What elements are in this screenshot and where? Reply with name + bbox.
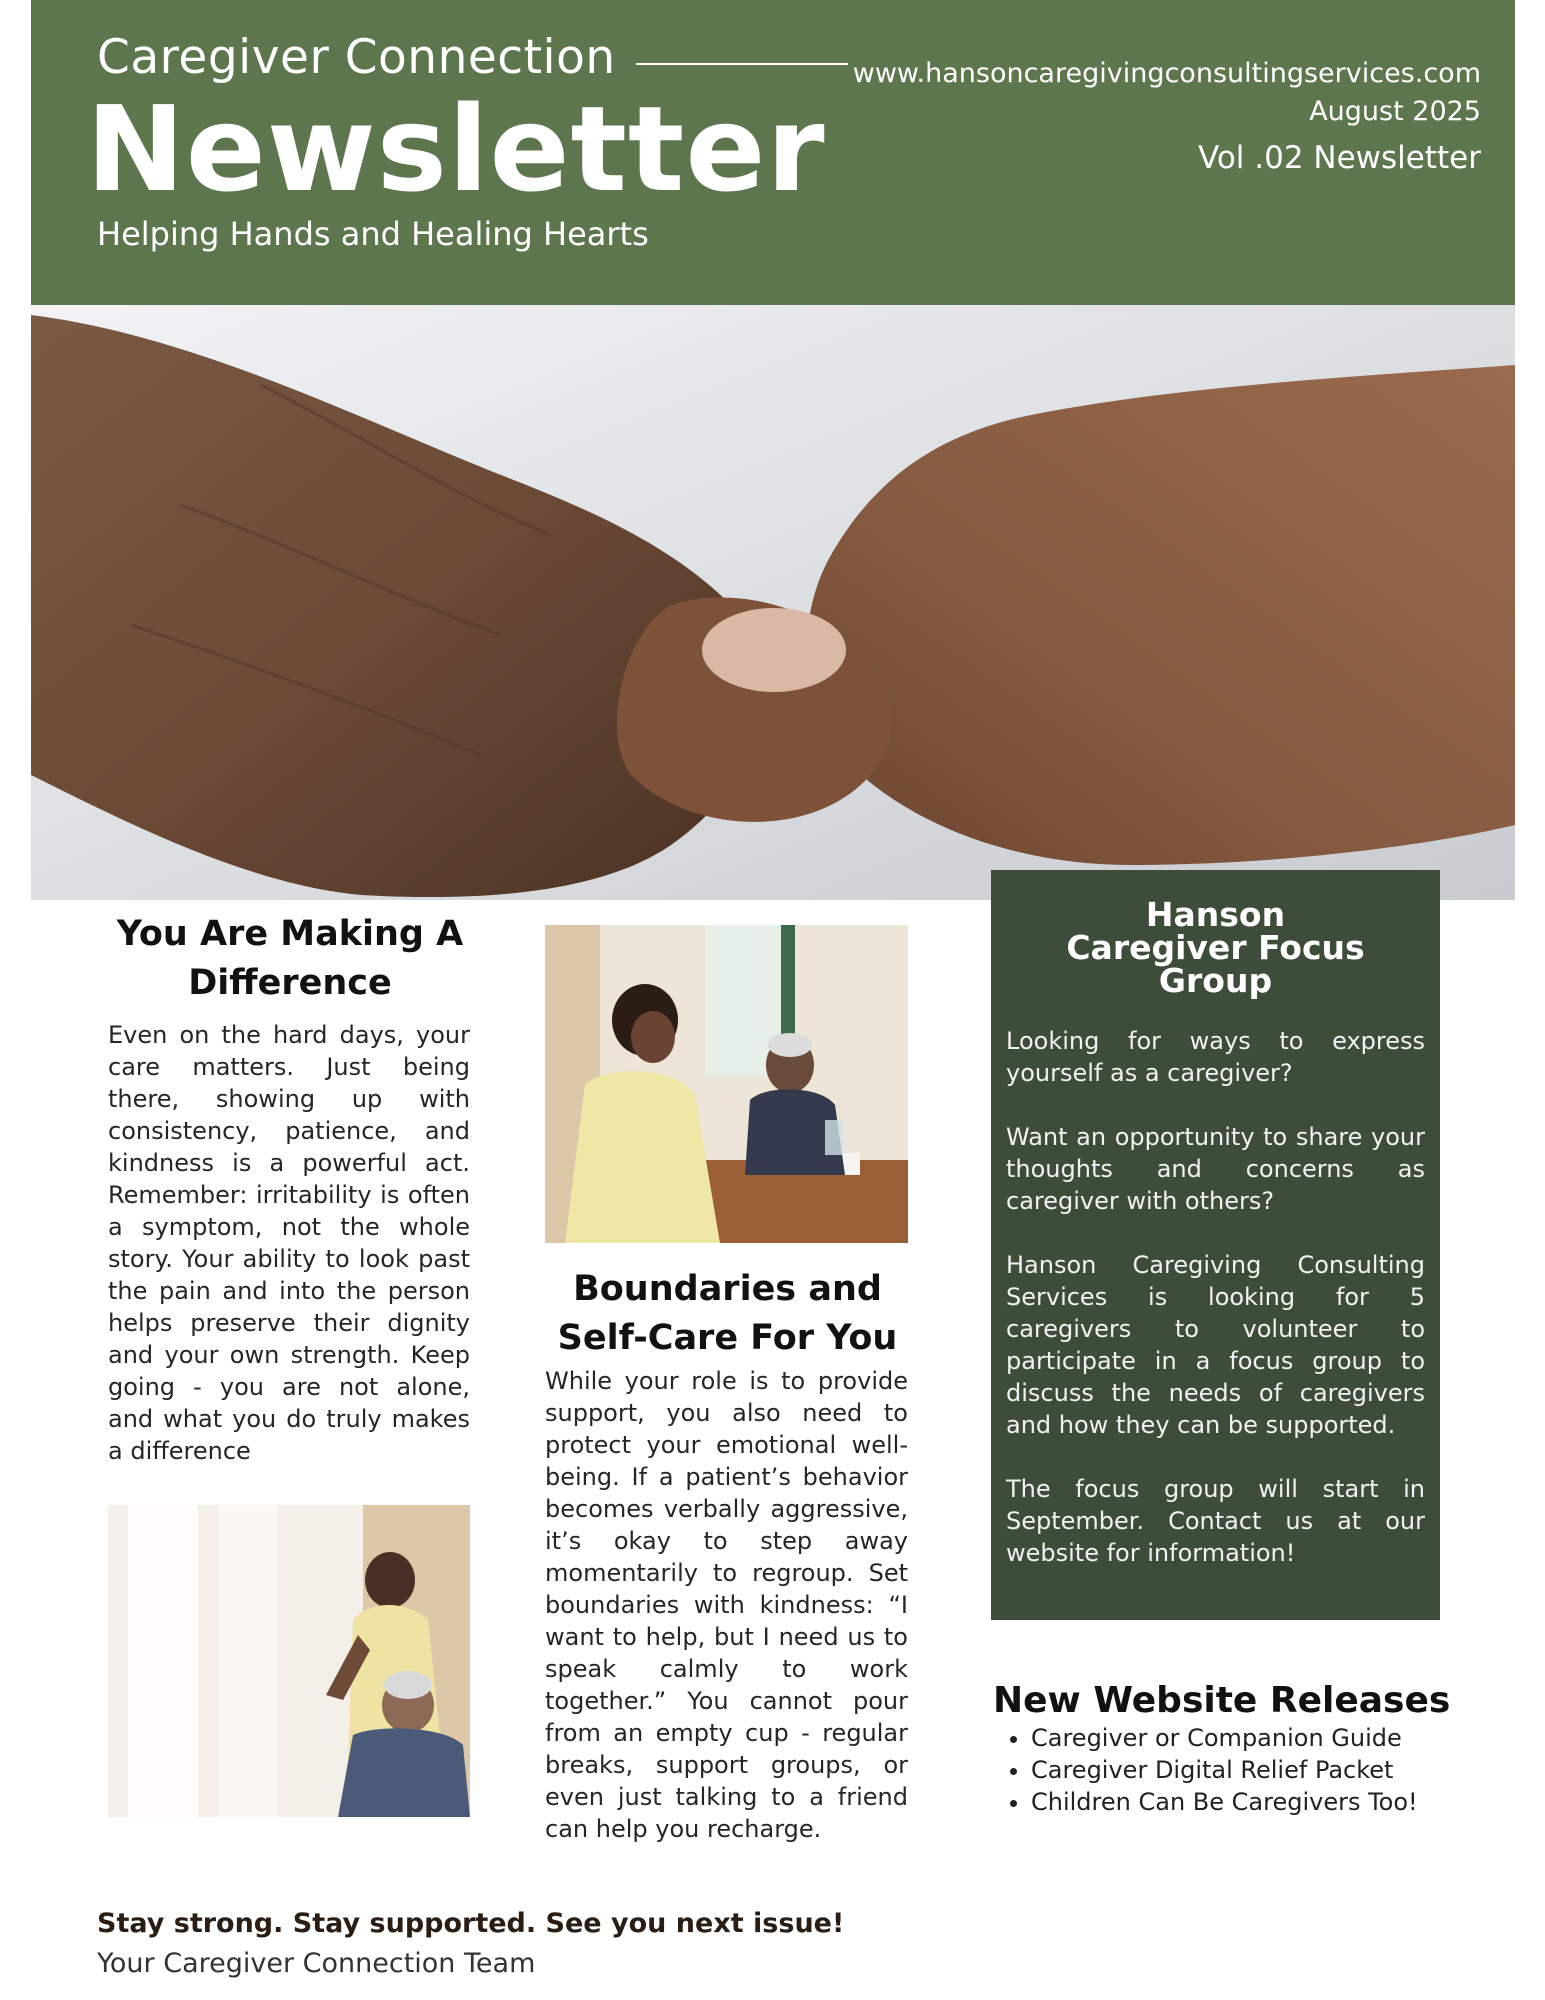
focus-group-body [1006, 1025, 1425, 1601]
issue-volume: Vol .02 Newsletter [1198, 140, 1481, 176]
header-divider [636, 63, 848, 65]
hero-photo-holding-hands [31, 305, 1515, 900]
caregiver-consultation-photo [545, 925, 908, 1243]
closing-message: Stay strong. Stay supported. See you next issue! [97, 1908, 845, 1939]
newsletter-headline: Newsletter [86, 80, 826, 218]
release-item: • Caregiver or Companion Guide [1031, 1722, 1418, 1754]
website-link[interactable]: www.hansoncaregivingconsultingservices.com [852, 58, 1481, 89]
boundaries-heading: Boundaries and Self-Care For You [557, 1269, 898, 1358]
newsletter-header [31, 0, 1515, 305]
focus-group-heading [991, 895, 1440, 1000]
focus-title-line: Hanson [1145, 895, 1286, 934]
release-item: • Caregiver Digital Relief Packet [1031, 1754, 1418, 1786]
releases-heading: New Website Releases [993, 1680, 1451, 1721]
focus-group-box [991, 870, 1440, 1620]
caregiver-hair-photo [108, 1505, 470, 1817]
focus-paragraph: Looking for ways to express yourself as a caregiver? [1006, 1027, 1425, 1087]
release-item: • Children Can Be Caregivers Too! [1031, 1786, 1418, 1818]
focus-paragraph: Want an opportunity to share your thoughts and concerns as caregiver with others? [1006, 1123, 1425, 1215]
focus-paragraph: Hanson Caregiving Consulting Services is looking for 5 caregivers to volunteer to participate in a focus group to discuss the needs of caregivers and how they can be supported. [1006, 1251, 1425, 1439]
issue-date: August 2025 [1309, 96, 1481, 127]
focus-paragraph: The focus group will start in September. Contact us at our website for information! [1006, 1475, 1425, 1567]
signoff: Your Caregiver Connection Team [97, 1948, 536, 1979]
boundaries-body: While your role is to provide support, you also need to protect your emotional well-being. If a patient’s behavior becomes verbally aggressive, it’s okay to step away momentarily to regroup. Set boundaries with kindness: “I want to help, but I need us to speak calmly to work together.” You cannot pour from an empty cup - regular breaks, support groups, or even just talking to a friend can help you recharge. [545, 1367, 908, 1843]
brand-name: Caregiver Connection [97, 30, 616, 85]
focus-title-line: Group [1158, 961, 1273, 1000]
difference-heading: You Are Making A Difference [116, 914, 464, 1003]
difference-body: Even on the hard days, your care matters. Just being there, showing up with consistency, patience, and kindness is a powerful act. Remember: irritability is often a symptom, not the whole story. Your ability to look past the pain and into the person helps preserve their dignity and your own strength. Keep going - you are not alone, and what you do truly makes a difference [108, 1021, 470, 1465]
tagline: Helping Hands and Healing Hearts [97, 215, 649, 253]
focus-title-line: Caregiver Focus [1066, 928, 1365, 967]
releases-list [993, 1722, 1418, 1818]
